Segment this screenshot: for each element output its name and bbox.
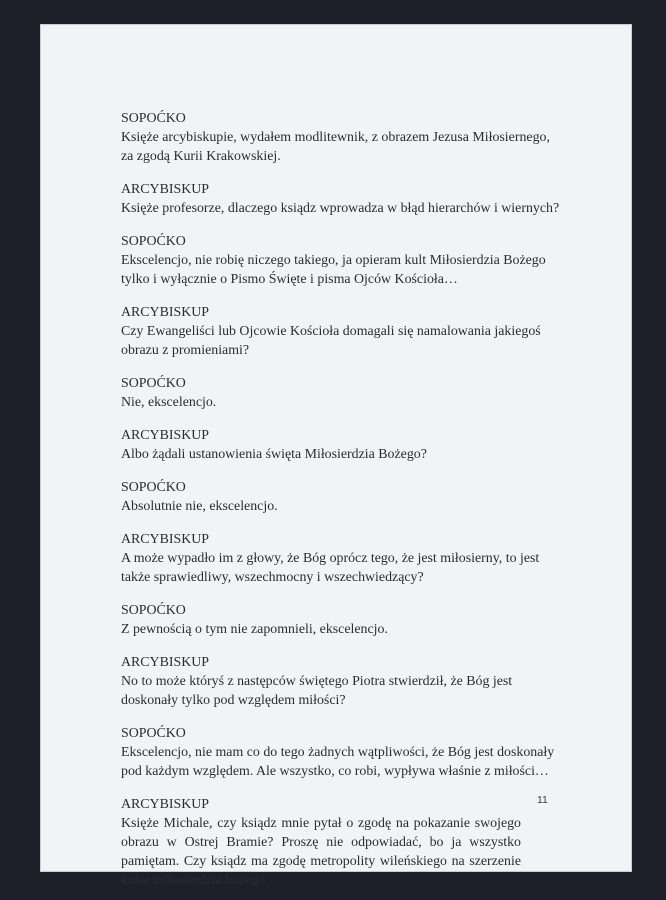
page-number: 11 xyxy=(537,794,548,806)
speaker-name: ARCYBISKUP xyxy=(121,797,209,812)
speaker-name: SOPOĆKO xyxy=(121,111,186,126)
document-page xyxy=(41,25,631,888)
speech-line: także sprawiedliwy, wszechmocny i wszechwiedzący? xyxy=(121,570,424,585)
dialogue-block xyxy=(121,724,555,781)
speech-line: Nie, ekscelencjo. xyxy=(121,395,217,410)
speaker-name: ARCYBISKUP xyxy=(121,655,209,670)
speaker-name: SOPOĆKO xyxy=(121,603,186,618)
speech-line: No to może któryś z następców świętego Piotra stwierdził, że Bóg jest xyxy=(121,674,513,689)
dialogue-block xyxy=(121,478,521,516)
speech-line: tylko i wyłącznie o Pismo Święte i pisma Ojców Kościoła… xyxy=(121,272,458,287)
dialogue-block xyxy=(121,180,560,218)
speaker-name: ARCYBISKUP xyxy=(121,428,209,443)
dialogue-block xyxy=(121,426,521,464)
dialogue-block xyxy=(121,374,521,412)
speech-line: Ekscelencjo, nie robię niczego takiego, ja opieram kult Miłosierdzia Bożego xyxy=(121,253,546,268)
speech-line: Albo żądali ustanowienia święta Miłosierdzia Bożego? xyxy=(121,447,427,462)
speaker-name: SOPOĆKO xyxy=(121,376,186,391)
speech-line: Ekscelencjo, nie mam co do tego żadnych wątpliwości, że Bóg jest doskonały xyxy=(121,745,555,760)
dialogue-block xyxy=(121,109,550,166)
dialogue-block xyxy=(121,653,521,710)
speech-line: A może wypadło im z głowy, że Bóg oprócz tego, że jest miłosierny, to jest xyxy=(121,551,540,566)
speech-line: Księże profesorze, dlaczego ksiądz wprowadza w błąd hierarchów i wiernych? xyxy=(121,201,560,216)
speech-line: Z pewnością o tym nie zapomnieli, ekscelencjo. xyxy=(121,622,388,637)
speaker-name: SOPOĆKO xyxy=(121,234,186,249)
speech-line: Księże arcybiskupie, wydałem modlitewnik, z obrazem Jezusa Miłosiernego, xyxy=(121,130,550,145)
speaker-name: ARCYBISKUP xyxy=(121,182,209,197)
dialogue-block xyxy=(121,303,541,360)
dialogue-block xyxy=(121,530,540,587)
speech-line: doskonały tylko pod względem miłości? xyxy=(121,693,346,708)
speaker-name: SOPOĆKO xyxy=(121,726,186,741)
dialogue-block xyxy=(121,601,521,639)
dialogue-block xyxy=(121,232,546,289)
dialogue-block-continued xyxy=(121,795,521,890)
speech-line: Czy Ewangeliści lub Ojcowie Kościoła domagali się namalowania jakiegoś xyxy=(121,324,541,339)
speech-line: za zgodą Kurii Krakowskiej. xyxy=(121,149,281,164)
speech-paragraph: Księże Michale, czy ksiądz mnie pytał o zgodę na pokazanie swojego obrazu w Ostrej Bramie? Proszę nie odpowiadać, bo ja wszystko pamiętam. Czy ksiądz ma zgodę metropolity wileńskiego na szerzenie kultu miłosierdzia bożego xyxy=(121,816,521,888)
speech-line: pod każdym względem. Ale wszystko, co robi, wypływa właśnie z miłości… xyxy=(121,764,549,779)
speech-line: Absolutnie nie, ekscelencjo. xyxy=(121,499,278,514)
speaker-name: SOPOĆKO xyxy=(121,480,186,495)
speaker-name: ARCYBISKUP xyxy=(121,532,209,547)
speaker-name: ARCYBISKUP xyxy=(121,305,209,320)
speech-line: obrazu z promieniami? xyxy=(121,343,250,358)
